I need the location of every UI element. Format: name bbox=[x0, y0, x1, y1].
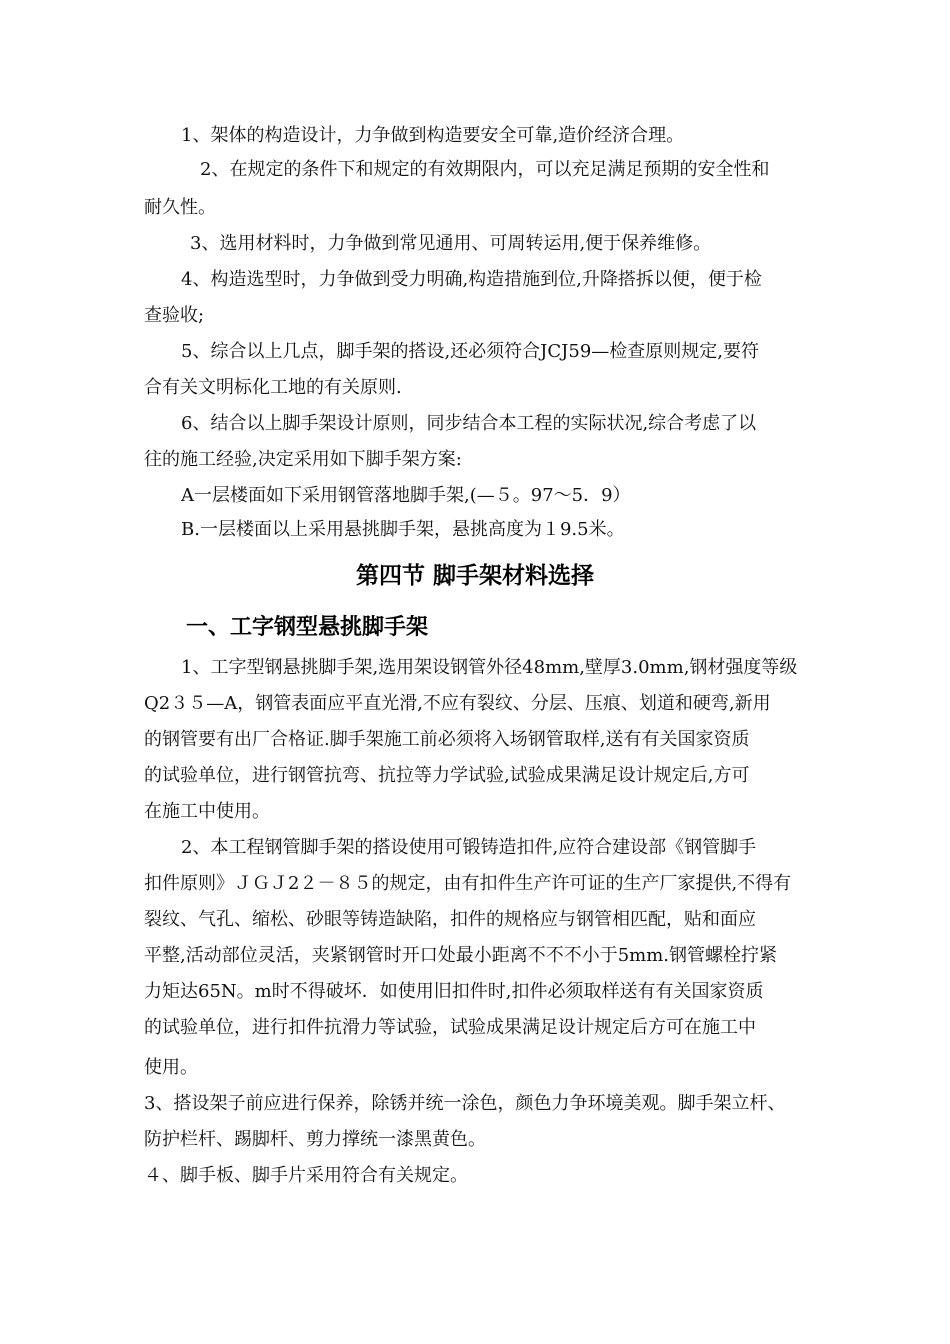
paragraph-line: 4、构造选型时，力争做到受力明确,构造措施到位,升降搭拆以便，便于检 bbox=[181, 269, 762, 290]
paragraph-line: 使用。 bbox=[144, 1057, 198, 1078]
paragraph-line: 6、结合以上脚手架设计原则，同步结合本工程的实际状况,综合考虑了以 bbox=[181, 413, 757, 434]
paragraph-line: 3、搭设架子前应进行保养，除锈并统一涂色，颜色力争环境美观。脚手架立杆、 bbox=[144, 1093, 786, 1114]
paragraph-line: 平整,活动部位灵活，夹紧钢管时开口处最小距离不不不小于5mm.钢管螺栓拧紧 bbox=[144, 945, 778, 966]
paragraph-line: 5、综合以上几点，脚手架的搭设,还必须符合JCJ59—检查原则规定,要符 bbox=[181, 341, 760, 362]
paragraph-line: 2、在规定的条件下和规定的有效期限内，可以充足满足预期的安全性和 bbox=[200, 159, 770, 180]
paragraph-line: 防护栏杆、踢脚杆、剪力撑统一漆黑黄色。 bbox=[144, 1129, 486, 1150]
paragraph-line: 查验收; bbox=[144, 305, 205, 326]
paragraph-line: ４、脚手板、脚手片采用符合有关规定。 bbox=[144, 1165, 468, 1186]
paragraph-line: 2、本工程钢管脚手架的搭设使用可锻铸造扣件,应符合建设部《钢管脚手 bbox=[181, 837, 757, 858]
paragraph-line: 3、选用材料时，力争做到常见通用、可周转运用,便于保养维修。 bbox=[190, 233, 712, 254]
section-title: 第四节 脚手架材料选择 bbox=[355, 563, 594, 589]
paragraph-line: 裂纹、气孔、缩松、砂眼等铸造缺陷，扣件的规格应与钢管相匹配，贴和面应 bbox=[144, 909, 756, 930]
paragraph-line: 的试验单位，进行扣件抗滑力等试验，试验成果满足设计规定后方可在施工中 bbox=[144, 1017, 756, 1038]
paragraph-line: 扣件原则》ＪＧＪ2２－８５的规定，由有扣件生产许可证的生产厂家提供,不得有 bbox=[144, 873, 792, 894]
paragraph-line: 耐久性。 bbox=[144, 197, 216, 218]
paragraph-line: 1、工字型钢悬挑脚手架,选用架设钢管外径48mm,壁厚3.0mm,钢材强度等级 bbox=[181, 657, 798, 678]
paragraph-line: A一层楼面如下采用钢管落地脚手架,(—５。97～5．9） bbox=[181, 485, 631, 506]
paragraph-line: 往的施工经验,决定采用如下脚手架方案: bbox=[144, 449, 462, 470]
paragraph-line: 合有关文明标化工地的有关原则. bbox=[144, 377, 402, 398]
paragraph-line: B.一层楼面以上采用悬挑脚手架，悬挑高度为１9.5米。 bbox=[181, 519, 625, 540]
paragraph-line: 力矩达65N。m时不得破坏．如使用旧扣件时,扣件必须取样送有有关国家资质 bbox=[144, 981, 764, 1002]
paragraph-line: 的试验单位，进行钢管抗弯、抗拉等力学试验,试验成果满足设计规定后,方可 bbox=[144, 765, 750, 786]
subsection-title: 一、工字钢型悬挑脚手架 bbox=[186, 615, 429, 640]
paragraph-line: 在施工中使用。 bbox=[144, 801, 270, 822]
paragraph-line: 1、架体的构造设计，力争做到构造要安全可靠,造价经济合理。 bbox=[181, 125, 685, 146]
paragraph-line: 的钢管要有出厂合格证.脚手架施工前必须将入场钢管取样,送有有关国家资质 bbox=[144, 729, 750, 750]
paragraph-line: Q2３５—A，钢管表面应平直光滑,不应有裂纹、分层、压痕、划道和硬弯,新用 bbox=[144, 693, 771, 714]
